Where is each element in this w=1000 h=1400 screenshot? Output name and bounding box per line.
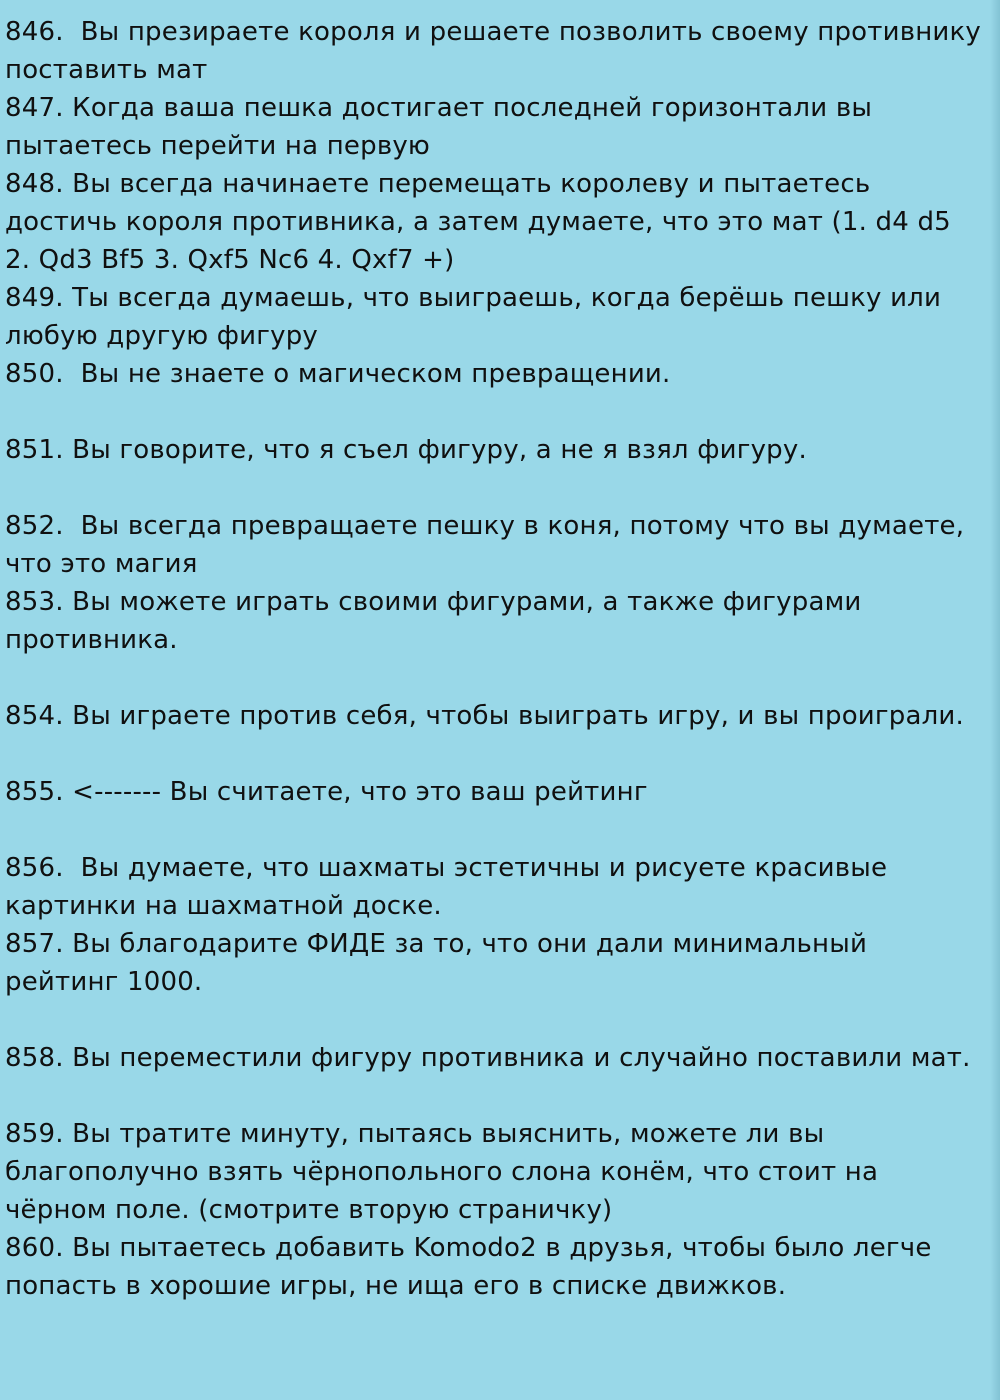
list-item-856: 856. Вы думаете, что шахматы эстетичны и рисуете красивые картинки на шахматной доске. — [5, 853, 896, 921]
list-item-848: 848. Вы всегда начинаете перемещать королеву и пытаетесь достичь короля противника, а затем думаете, что это мат (1. d4 d5 2. Qd3 Bf5 3. Qxf5 Nc6 4. Qxf7 +) — [5, 169, 960, 275]
list-item-849: 849. Ты всегда думаешь, что выиграешь, когда берёшь пешку или любую другую фигуру — [5, 283, 950, 351]
list-item-850: 850. Вы не знаете о магическом превращении. — [5, 359, 671, 389]
list-item-855: 855. <------- Вы считаете, что это ваш рейтинг — [5, 777, 648, 807]
list-item-851: 851. Вы говорите, что я съел фигуру, а не я взял фигуру. — [5, 435, 807, 465]
list-item-846: 846. Вы презираете короля и решаете позволить своему противнику поставить мат — [5, 17, 990, 85]
list-item-847: 847. Когда ваша пешка достигает последней горизонтали вы пытаетесь перейти на первую — [5, 93, 881, 161]
list-item-852: 852. Вы всегда превращаете пешку в коня, потому что вы думаете, что это магия — [5, 511, 973, 579]
list-item-859: 859. Вы тратите минуту, пытаясь выяснить, можете ли вы благополучно взять чёрнопольного слона конём, что стоит на чёрном поле. (смотрите вторую страничку) — [5, 1119, 887, 1225]
list-item-860: 860. Вы пытаетесь добавить Komodo2 в друзья, чтобы было легче попасть в хорошие игры, не ища его в списке движков. — [5, 1233, 940, 1301]
list-item-857: 857. Вы благодарите ФИДЕ за то, что они дали минимальный рейтинг 1000. — [5, 929, 876, 997]
list-item-858: 858. Вы переместили фигуру противника и случайно поставили мат. — [5, 1043, 971, 1073]
list-item-853: 853. Вы можете играть своими фигурами, а также фигурами противника. — [5, 587, 870, 655]
list-item-854: 854. Вы играете против себя, чтобы выиграть игру, и вы проиграли. — [5, 701, 964, 731]
